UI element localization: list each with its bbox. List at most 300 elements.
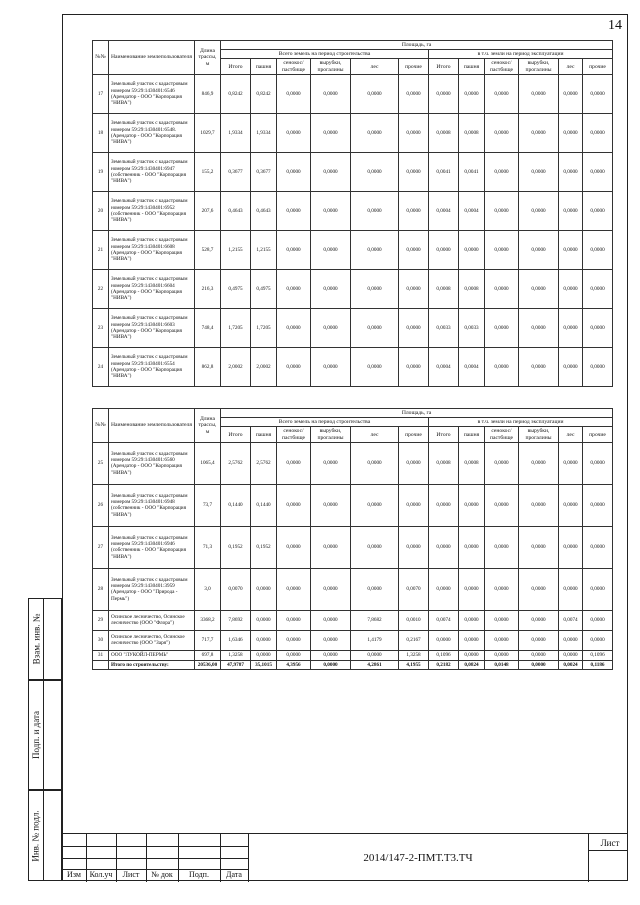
total-value: 0,0000 xyxy=(311,660,351,669)
row-value: 0,0033 xyxy=(459,308,485,347)
row-value: 0,0000 xyxy=(583,308,613,347)
row-value: 0,0000 xyxy=(583,269,613,308)
row-value: 0,0000 xyxy=(485,113,519,152)
row-value: 1,3258 xyxy=(221,650,251,660)
col-clearings: вырубки, прогалины xyxy=(519,59,559,74)
col-num: №№ xyxy=(93,41,109,75)
row-value: 0,0000 xyxy=(559,230,583,269)
row-value: 0,0000 xyxy=(277,650,311,660)
row-value: 0,0000 xyxy=(277,526,311,568)
row-value: 0,0000 xyxy=(559,191,583,230)
row-length: 528,7 xyxy=(195,230,221,269)
table-row xyxy=(93,442,613,484)
row-length: 71,3 xyxy=(195,526,221,568)
row-value: 0,0000 xyxy=(351,269,399,308)
col-total: Итого xyxy=(429,427,459,442)
row-value: 0,0000 xyxy=(485,484,519,526)
row-value: 0,0000 xyxy=(399,442,429,484)
total-value: 4,2861 xyxy=(351,660,399,669)
row-value: 1,7205 xyxy=(221,308,251,347)
col-total: Итого xyxy=(429,59,459,74)
row-length: 73,7 xyxy=(195,484,221,526)
row-value: 0,0000 xyxy=(277,484,311,526)
row-name: Земельный участок с кадастровым номером 59:29:1430401:6952 (собственник - ООО "Корпорация "НИВА") xyxy=(109,191,195,230)
row-length: 748,4 xyxy=(195,308,221,347)
row-value: 0,1952 xyxy=(251,526,277,568)
row-value: 0,0000 xyxy=(277,230,311,269)
col-forest: лес xyxy=(559,59,583,74)
col-forest: лес xyxy=(351,59,399,74)
col-num: №№ xyxy=(93,409,109,443)
row-value: 0,0008 xyxy=(429,113,459,152)
row-value: 0,0000 xyxy=(583,568,613,610)
row-value: 0,0033 xyxy=(429,308,459,347)
row-value: 7,8692 xyxy=(221,610,251,630)
row-number: 22 xyxy=(93,269,109,308)
col-total: Итого xyxy=(221,59,251,74)
tb-col-doc: № док xyxy=(151,870,173,879)
table-row xyxy=(93,308,613,347)
total-value: 0,0000 xyxy=(519,660,559,669)
row-value: 0,0000 xyxy=(485,347,519,386)
row-value: 0,0000 xyxy=(459,74,485,113)
total-value: 35,1015 xyxy=(251,660,277,669)
row-number: 23 xyxy=(93,308,109,347)
row-value: 0,4643 xyxy=(251,191,277,230)
row-value: 0,0000 xyxy=(485,191,519,230)
col-clearings: вырубки, прогалины xyxy=(311,59,351,74)
col-other: прочие xyxy=(399,59,429,74)
row-value: 0,0000 xyxy=(459,610,485,630)
col-other: прочие xyxy=(399,427,429,442)
row-length: 207,6 xyxy=(195,191,221,230)
table-row xyxy=(93,152,613,191)
row-value: 1,9334 xyxy=(251,113,277,152)
row-value: 0,4643 xyxy=(221,191,251,230)
row-value: 0,1440 xyxy=(221,484,251,526)
col-length: Длина трассы, м xyxy=(195,41,221,75)
row-name: ООО "ЛУКОЙЛ-ПЕРМЬ" xyxy=(109,650,195,660)
row-value: 0,0070 xyxy=(399,568,429,610)
row-value: 0,0000 xyxy=(311,568,351,610)
row-length: 155,2 xyxy=(195,152,221,191)
row-name: Земельный участок с кадастровым номером 59:29:1430401:6608 (Арендатор - ООО "Корпорация "НИВА") xyxy=(109,230,195,269)
col-length: Длина трассы, м xyxy=(195,409,221,443)
table-row xyxy=(93,610,613,630)
row-value: 0,0000 xyxy=(351,152,399,191)
row-value: 1,7205 xyxy=(251,308,277,347)
row-value: 0,0000 xyxy=(277,347,311,386)
sheet-label: Лист xyxy=(600,838,620,848)
table-row xyxy=(93,484,613,526)
row-value: 0,0000 xyxy=(559,650,583,660)
row-value: 0,3677 xyxy=(221,152,251,191)
col-period-operation: в т.ч. земли на период эксплуатации xyxy=(429,418,613,427)
table-row xyxy=(93,347,613,386)
table-row xyxy=(93,526,613,568)
row-value: 0,0000 xyxy=(583,442,613,484)
row-name: Земельный участок с кадастровым номером 59:29:1430401:3959 (Арендатор - ООО "Природа - Пермь") xyxy=(109,568,195,610)
row-value: 0,0000 xyxy=(583,230,613,269)
row-value: 0,0000 xyxy=(519,568,559,610)
row-value: 0,0000 xyxy=(559,269,583,308)
table-row xyxy=(93,568,613,610)
total-length: 20536,00 xyxy=(195,660,221,669)
row-value: 0,0004 xyxy=(459,347,485,386)
row-name: Земельный участок с кадастровым номером 59:29:1430401:6560 (Арендатор - ООО "Корпорация "НИВА") xyxy=(109,442,195,484)
col-arable: пашня xyxy=(459,427,485,442)
row-name: Земельный участок с кадастровым номером 59:29:1430401:6603 (Арендатор - ООО "Корпорация "НИВА") xyxy=(109,308,195,347)
col-name: Наименование землепользователя xyxy=(109,409,195,443)
row-value: 0,0000 xyxy=(583,347,613,386)
row-value: 0,0008 xyxy=(459,442,485,484)
row-value: 0,0000 xyxy=(311,610,351,630)
row-value: 0,0000 xyxy=(399,152,429,191)
row-value: 0,0000 xyxy=(583,74,613,113)
row-value: 0,0000 xyxy=(519,308,559,347)
row-value: 0,0000 xyxy=(485,630,519,650)
row-value: 0,0000 xyxy=(485,568,519,610)
table-row xyxy=(93,630,613,650)
tb-col-kolvo: Кол.уч xyxy=(89,870,113,879)
total-row xyxy=(93,660,613,669)
col-hayfield: сенокос/ пастбище xyxy=(485,59,519,74)
row-value: 0,0000 xyxy=(399,230,429,269)
row-number: 25 xyxy=(93,442,109,484)
row-name: Земельный участок с кадастровым номером 59:29:1430401:6948 (собственник - ООО "Корпорация "НИВА") xyxy=(109,484,195,526)
row-name: Земельный участок с кадастровым номером 59:29:1430401:6546 (Арендатор - ООО "Корпорация "НИВА") xyxy=(109,74,195,113)
row-value: 0,0004 xyxy=(429,191,459,230)
row-name: Земельный участок с кадастровым номером 59:29:1430401:6548. (Арендатор - ООО "Корпорация "НИВА") xyxy=(109,113,195,152)
row-value: 1,2155 xyxy=(251,230,277,269)
row-value: 0,0010 xyxy=(399,610,429,630)
row-value: 0,0000 xyxy=(429,526,459,568)
row-value: 0,0000 xyxy=(519,650,559,660)
row-value: 0,0000 xyxy=(311,526,351,568)
total-value: 0,2182 xyxy=(429,660,459,669)
table-row xyxy=(93,74,613,113)
row-value: 0,0000 xyxy=(459,630,485,650)
side-label: Подп. и дата xyxy=(31,710,41,760)
row-value: 0,0000 xyxy=(351,526,399,568)
row-value: 0,0000 xyxy=(559,347,583,386)
row-value: 2,5762 xyxy=(221,442,251,484)
row-value: 0,0000 xyxy=(559,442,583,484)
row-number: 27 xyxy=(93,526,109,568)
row-value: 0,0000 xyxy=(277,630,311,650)
row-value: 0,0000 xyxy=(311,650,351,660)
total-value: 0,0148 xyxy=(485,660,519,669)
row-number: 29 xyxy=(93,610,109,630)
row-value: 0,0008 xyxy=(429,442,459,484)
row-value: 0,8242 xyxy=(221,74,251,113)
row-value: 0,0000 xyxy=(459,230,485,269)
col-clearings: вырубки, прогалины xyxy=(519,427,559,442)
row-value: 0,0000 xyxy=(351,484,399,526)
row-value: 1,6346 xyxy=(221,630,251,650)
row-name: Земельный участок с кадастровым номером 59:29:1430401:6947 (собственник - ООО "Корпорация "НИВА") xyxy=(109,152,195,191)
title-block xyxy=(62,833,628,882)
row-value: 0,0000 xyxy=(583,526,613,568)
row-value: 0,0000 xyxy=(351,650,399,660)
row-number: 20 xyxy=(93,191,109,230)
row-value: 0,0000 xyxy=(583,113,613,152)
total-value: 47,9787 xyxy=(221,660,251,669)
total-value: 0,1186 xyxy=(583,660,613,669)
row-value: 0,0000 xyxy=(399,269,429,308)
row-value: 0,0000 xyxy=(277,74,311,113)
row-value: 0,1440 xyxy=(251,484,277,526)
row-value: 0,0000 xyxy=(459,650,485,660)
tb-col-list: Лист xyxy=(122,870,140,879)
row-value: 0,0000 xyxy=(399,526,429,568)
row-value: 0,0000 xyxy=(485,152,519,191)
table-row xyxy=(93,191,613,230)
row-value: 0,0000 xyxy=(519,526,559,568)
row-value: 0,0000 xyxy=(519,630,559,650)
row-value: 1,4179 xyxy=(351,630,399,650)
row-value: 0,0000 xyxy=(519,230,559,269)
row-value: 0,0000 xyxy=(519,191,559,230)
row-number: 30 xyxy=(93,630,109,650)
row-value: 0,0000 xyxy=(559,113,583,152)
row-value: 0,0000 xyxy=(583,152,613,191)
row-value: 0,0000 xyxy=(277,191,311,230)
row-value: 0,2167 xyxy=(399,630,429,650)
row-value: 0,0000 xyxy=(559,484,583,526)
row-value: 0,0000 xyxy=(429,74,459,113)
table-row xyxy=(93,230,613,269)
row-value: 0,0074 xyxy=(429,610,459,630)
row-value: 0,0000 xyxy=(311,630,351,650)
row-value: 0,0000 xyxy=(311,269,351,308)
row-value: 0,0000 xyxy=(559,630,583,650)
row-value: 1,9334 xyxy=(221,113,251,152)
row-value: 0,0000 xyxy=(311,74,351,113)
row-value: 0,0000 xyxy=(485,650,519,660)
row-value: 0,0000 xyxy=(399,347,429,386)
row-value: 0,0000 xyxy=(351,74,399,113)
row-value: 0,0000 xyxy=(311,152,351,191)
col-forest: лес xyxy=(559,427,583,442)
side-stamp-replaced-inv xyxy=(28,598,62,680)
row-value: 0,0000 xyxy=(459,484,485,526)
col-area: Площадь, га xyxy=(221,41,613,50)
table-row xyxy=(93,113,613,152)
row-value: 0,0000 xyxy=(583,630,613,650)
row-value: 0,4975 xyxy=(221,269,251,308)
row-name: Осинское лесничество, Осинское лесничество (ООО "Заря") xyxy=(109,630,195,650)
total-value: 0,0824 xyxy=(459,660,485,669)
row-value: 0,0000 xyxy=(583,610,613,630)
side-stamp-original-inv xyxy=(28,790,62,881)
row-value: 0,1952 xyxy=(221,526,251,568)
side-label: Взам. инв. № xyxy=(31,613,41,665)
row-number: 24 xyxy=(93,347,109,386)
row-value: 0,0000 xyxy=(485,526,519,568)
row-value: 0,0000 xyxy=(351,230,399,269)
row-number: 19 xyxy=(93,152,109,191)
land-table-2 xyxy=(92,408,613,670)
row-value: 0,0000 xyxy=(277,269,311,308)
row-length: 717,7 xyxy=(195,630,221,650)
col-name: Наименование землепользователя xyxy=(109,41,195,75)
row-value: 0,0008 xyxy=(459,113,485,152)
row-value: 7,8682 xyxy=(351,610,399,630)
col-other: прочие xyxy=(583,427,613,442)
col-period-construction: Всего земель на период строительства xyxy=(221,50,429,59)
row-value: 0,0000 xyxy=(351,347,399,386)
row-value: 0,0000 xyxy=(351,442,399,484)
row-value: 0,0000 xyxy=(559,74,583,113)
row-length: 216,3 xyxy=(195,269,221,308)
row-value: 0,0000 xyxy=(311,347,351,386)
row-value: 0,0000 xyxy=(459,526,485,568)
row-value: 0,0000 xyxy=(559,526,583,568)
total-label: Итого по строительству: xyxy=(109,660,195,669)
row-value: 0,0000 xyxy=(311,113,351,152)
row-value: 0,0000 xyxy=(519,610,559,630)
row-value: 0,0000 xyxy=(459,568,485,610)
row-value: 0,0000 xyxy=(485,230,519,269)
row-value: 2,0002 xyxy=(221,347,251,386)
row-value: 0,0041 xyxy=(459,152,485,191)
row-value: 0,0000 xyxy=(311,442,351,484)
row-value: 0,0000 xyxy=(311,230,351,269)
col-total: Итого xyxy=(221,427,251,442)
row-value: 0,0000 xyxy=(583,484,613,526)
row-value: 0,0000 xyxy=(277,152,311,191)
row-value: 0,0000 xyxy=(485,308,519,347)
row-value: 0,0000 xyxy=(519,347,559,386)
row-value: 0,0000 xyxy=(351,191,399,230)
page-number: 14 xyxy=(608,18,622,33)
row-value: 0,0000 xyxy=(399,308,429,347)
row-value: 0,0000 xyxy=(399,484,429,526)
row-value: 0,0000 xyxy=(519,442,559,484)
row-value: 0,0000 xyxy=(429,568,459,610)
col-hayfield: сенокос/ пастбище xyxy=(277,59,311,74)
row-value: 0,0000 xyxy=(311,308,351,347)
row-number: 17 xyxy=(93,74,109,113)
row-value: 0,0000 xyxy=(485,74,519,113)
land-table-1 xyxy=(92,40,613,387)
row-value: 2,5762 xyxy=(251,442,277,484)
row-length: 697,8 xyxy=(195,650,221,660)
row-value: 0,3677 xyxy=(251,152,277,191)
row-value: 0,0000 xyxy=(485,269,519,308)
row-number: 21 xyxy=(93,230,109,269)
row-value: 0,0000 xyxy=(311,484,351,526)
row-number: 18 xyxy=(93,113,109,152)
row-value: 0,0000 xyxy=(559,568,583,610)
row-value: 0,0000 xyxy=(277,568,311,610)
row-value: 0,0000 xyxy=(311,191,351,230)
row-value: 0,0000 xyxy=(429,484,459,526)
row-value: 0,0000 xyxy=(559,152,583,191)
row-name: Земельный участок с кадастровым номером 59:29:1430401:6946 (собственник - ООО "Корпорация "НИВА") xyxy=(109,526,195,568)
tb-col-izm: Изм xyxy=(67,870,81,879)
row-value: 0,0000 xyxy=(251,610,277,630)
document-code: 2014/147-2-ПМТ.Т3.ТЧ xyxy=(363,852,473,864)
col-hayfield: сенокос/ пастбище xyxy=(485,427,519,442)
row-value: 0,0000 xyxy=(429,230,459,269)
total-num xyxy=(93,660,109,669)
total-value: 4,3956 xyxy=(277,660,311,669)
row-value: 0,1096 xyxy=(583,650,613,660)
row-value: 0,0074 xyxy=(559,610,583,630)
col-clearings: вырубки, прогалины xyxy=(311,427,351,442)
row-value: 0,0004 xyxy=(429,347,459,386)
row-value: 0,0070 xyxy=(221,568,251,610)
col-hayfield: сенокос/ пастбище xyxy=(277,427,311,442)
row-value: 0,0041 xyxy=(429,152,459,191)
row-value: 2,0002 xyxy=(251,347,277,386)
row-length: 846,9 xyxy=(195,74,221,113)
col-period-construction: Всего земель на период строительства xyxy=(221,418,429,427)
row-value: 0,0004 xyxy=(459,191,485,230)
row-value: 0,0000 xyxy=(485,610,519,630)
row-value: 1,3258 xyxy=(399,650,429,660)
row-name: Земельный участок с кадастровым номером 59:29:1430401:6604 (Арендатор - ООО "Корпорация "НИВА") xyxy=(109,269,195,308)
row-value: 0,0000 xyxy=(277,308,311,347)
row-value: 0,0000 xyxy=(399,191,429,230)
row-value: 0,0000 xyxy=(519,113,559,152)
row-number: 28 xyxy=(93,568,109,610)
col-arable: пашня xyxy=(251,427,277,442)
table-row xyxy=(93,650,613,660)
row-value: 0,4975 xyxy=(251,269,277,308)
col-other: прочие xyxy=(583,59,613,74)
row-value: 0,0008 xyxy=(429,269,459,308)
row-length: 3,0 xyxy=(195,568,221,610)
col-period-operation: в т.ч. земли на период эксплуатации xyxy=(429,50,613,59)
row-length: 1065,4 xyxy=(195,442,221,484)
row-value: 0,0000 xyxy=(351,308,399,347)
row-value: 0,0000 xyxy=(399,113,429,152)
total-value: 4,1955 xyxy=(399,660,429,669)
row-value: 0,0000 xyxy=(485,442,519,484)
row-value: 0,0000 xyxy=(583,191,613,230)
row-value: 0,0000 xyxy=(399,74,429,113)
side-stamp-sign-date xyxy=(28,680,62,790)
col-arable: пашня xyxy=(251,59,277,74)
row-value: 0,0008 xyxy=(459,269,485,308)
row-value: 0,0000 xyxy=(277,113,311,152)
row-length: 3368,2 xyxy=(195,610,221,630)
row-value: 0,0000 xyxy=(519,152,559,191)
row-value: 0,1096 xyxy=(429,650,459,660)
col-arable: пашня xyxy=(459,59,485,74)
row-number: 31 xyxy=(93,650,109,660)
row-value: 0,0000 xyxy=(519,74,559,113)
row-value: 0,0000 xyxy=(351,568,399,610)
row-value: 0,0000 xyxy=(251,568,277,610)
row-value: 0,0000 xyxy=(251,630,277,650)
row-value: 0,8242 xyxy=(251,74,277,113)
row-value: 0,0000 xyxy=(277,610,311,630)
row-number: 26 xyxy=(93,484,109,526)
row-name: Земельный участок с кадастровым номером 59:29:1430401:6554 (Арендатор - ООО "Корпорация "НИВА") xyxy=(109,347,195,386)
row-value: 0,0000 xyxy=(519,484,559,526)
row-value: 0,0000 xyxy=(429,630,459,650)
side-label: Инв. № подл. xyxy=(31,809,41,862)
row-length: 1029,7 xyxy=(195,113,221,152)
tb-col-date: Дата xyxy=(226,870,242,879)
total-value: 0,0024 xyxy=(559,660,583,669)
row-length: 862,8 xyxy=(195,347,221,386)
row-value: 0,0000 xyxy=(559,308,583,347)
